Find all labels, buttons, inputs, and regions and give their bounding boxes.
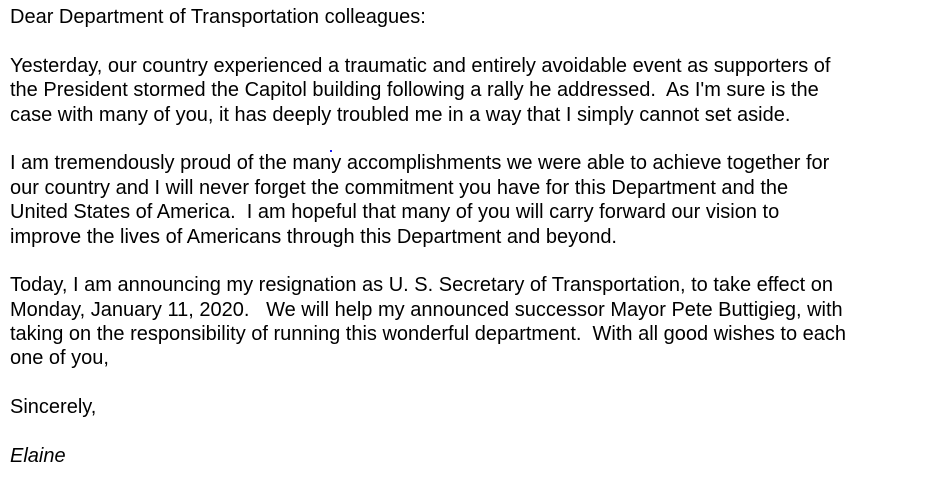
paragraph-2-line-1: I am tremendously proud of the many accomplishments we were able to achieve together for xyxy=(10,152,830,175)
greeting: Dear Department of Transportation colleagues: xyxy=(10,6,426,28)
paragraph-gap xyxy=(10,29,935,53)
paragraph-gap xyxy=(10,249,935,273)
paragraph-gap xyxy=(10,371,935,395)
paragraph-3-line-2: Monday, January 11, 2020. We will help my announced successor Mayor Pete Buttigieg, with xyxy=(10,298,843,321)
paragraph-1-line-3: case with many of you, it has deeply troubled me in a way that I simply cannot set aside. xyxy=(10,103,791,126)
paragraph-gap xyxy=(10,420,935,444)
cursor-dot xyxy=(330,150,332,152)
signature: Elaine xyxy=(10,445,66,468)
paragraph-2-line-3: United States of America. I am hopeful that many of you will carry forward our vision to xyxy=(10,201,780,224)
paragraph-gap xyxy=(10,127,935,151)
closing: Sincerely, xyxy=(10,396,97,419)
letter-body xyxy=(10,5,935,468)
paragraph-1-line-2: the President stormed the Capitol building following a rally he addressed. As I'm sure is the xyxy=(10,79,819,102)
paragraph-3-line-4: one of you, xyxy=(10,347,109,370)
paragraph-2-line-2: our country and I will never forget the commitment you have for this Department and the xyxy=(10,176,789,199)
paragraph-3-line-3: taking on the responsibility of running this wonderful department. With all good wishes to each xyxy=(10,323,847,346)
paragraph-3-line-1: Today, I am announcing my resignation as U. S. Secretary of Transportation, to take effect on xyxy=(10,274,834,297)
paragraph-1-line-1: Yesterday, our country experienced a traumatic and entirely avoidable event as supporters of xyxy=(10,54,831,77)
paragraph-2-line-4: improve the lives of Americans through this Department and beyond. xyxy=(10,225,617,248)
